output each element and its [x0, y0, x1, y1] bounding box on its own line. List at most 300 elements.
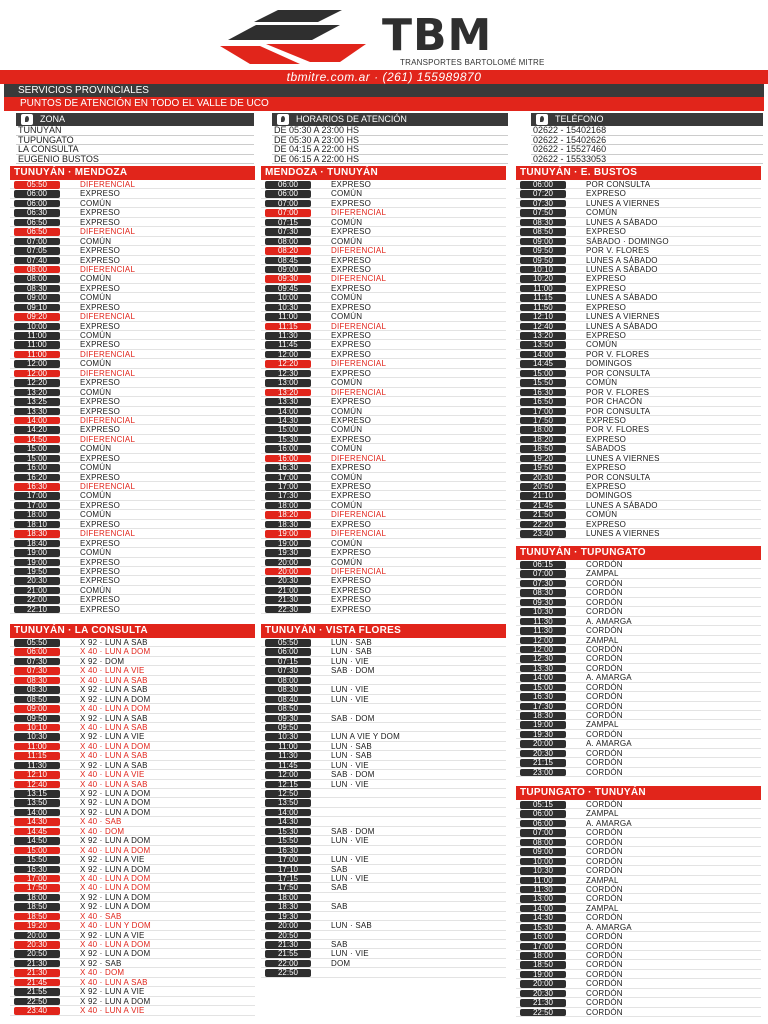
services-label: SERVICIOS PROVINCIALES	[4, 84, 764, 97]
schedule-row	[10, 798, 255, 807]
schedule-row	[10, 968, 255, 977]
schedule-row	[261, 558, 506, 567]
departure-time: 16:30	[520, 389, 566, 397]
departure-time: 19:50	[14, 568, 60, 576]
service-type: EXPRESO	[331, 198, 372, 208]
departure-time: 05:50	[14, 639, 60, 647]
service-type: X 40 · LUN Y DOM	[80, 921, 151, 931]
departure-time: 10:00	[265, 294, 311, 302]
schedule-row	[10, 586, 255, 595]
schedule-row	[261, 912, 506, 921]
schedule-row	[261, 359, 506, 368]
service-type: LUNES A SÁBADO	[586, 293, 658, 303]
service-type: X 40 · LUN A SAB	[80, 675, 148, 685]
departure-time: 18:50	[520, 961, 566, 969]
schedule-row	[10, 751, 255, 760]
departure-time: 18:00	[14, 511, 60, 519]
departure-time: 07:30	[14, 658, 60, 666]
departure-time: 07:00	[520, 829, 566, 837]
departure-time: 16:00	[520, 933, 566, 941]
service-type: X 40 · LUN A DOM	[80, 704, 151, 714]
schedule-row	[10, 435, 255, 444]
schedule-row	[516, 923, 761, 932]
departure-time: 21:55	[14, 988, 60, 996]
departure-time: 07:00	[520, 570, 566, 578]
service-type: EXPRESO	[331, 491, 372, 501]
departure-time: 21:45	[520, 502, 566, 510]
departure-time: 14:00	[14, 809, 60, 817]
service-type: CORDÓN	[586, 951, 623, 960]
schedule-row	[261, 444, 506, 453]
schedule-row	[516, 749, 761, 758]
service-type: EXPRESO	[331, 576, 372, 586]
schedule-row	[10, 397, 255, 406]
departure-time: 14:30	[14, 818, 60, 826]
departure-time: 17:30	[265, 492, 311, 500]
schedule-title: TUNUYÁN · LA CONSULTA	[10, 624, 255, 638]
schedule-row	[10, 482, 255, 491]
schedule-row	[516, 904, 761, 913]
departure-time: 12:00	[520, 637, 566, 645]
departure-time: 13:50	[520, 341, 566, 349]
service-type: COMÚN	[331, 406, 363, 416]
departure-time: 14:00	[520, 351, 566, 359]
service-type: EXPRESO	[80, 519, 121, 529]
departure-time: 21:45	[14, 979, 60, 987]
departure-time: 20:00	[14, 932, 60, 940]
service-type: EXPRESO	[586, 463, 627, 473]
service-type: X 40 · LUN A VIE	[80, 1006, 145, 1016]
schedule-row	[10, 704, 255, 713]
service-type: X 92 · LUN A SAB	[80, 713, 148, 723]
schedule-row	[10, 657, 255, 666]
service-type: X 92 · LUN A DOM	[80, 949, 151, 959]
service-type: CORDÓN	[586, 626, 623, 636]
service-type: LUN · VIE	[331, 873, 369, 883]
service-type: SAB · DOM	[331, 666, 375, 676]
departure-time: 09:00	[265, 266, 311, 274]
schedule-row	[10, 388, 255, 397]
departure-time: 14:00	[265, 809, 311, 817]
service-type: COMÚN	[80, 510, 112, 520]
service-type: X 40 · DOM	[80, 826, 125, 836]
schedule-row	[261, 237, 506, 246]
service-type: COMÚN	[586, 208, 618, 218]
schedule-row	[516, 388, 761, 397]
departure-time: 21:15	[520, 759, 566, 767]
departure-time: 13:00	[265, 379, 311, 387]
schedule-row	[516, 998, 761, 1007]
service-type: CORDÓN	[586, 800, 623, 809]
departure-time: 10:30	[265, 733, 311, 741]
departure-time: 15:00	[14, 445, 60, 453]
departure-time: 07:30	[14, 667, 60, 675]
service-type: CORDÓN	[586, 597, 623, 607]
service-type: DIFERENCIAL	[331, 387, 387, 397]
service-type: LUN · VIE	[331, 855, 369, 865]
schedule-row	[261, 350, 506, 359]
departure-time: 12:00	[265, 351, 311, 359]
departure-time: 17:50	[14, 884, 60, 892]
schedule-row	[261, 761, 506, 770]
service-type: COMÚN	[331, 217, 363, 227]
schedule-row	[10, 638, 255, 647]
service-type: CORDÓN	[586, 758, 623, 768]
service-type: X 92 · LUN A DOM	[80, 789, 151, 798]
schedule-row	[516, 951, 761, 960]
service-type: POR CONSULTA	[586, 406, 651, 416]
departure-time: 15:00	[14, 455, 60, 463]
departure-time: 18:00	[520, 426, 566, 434]
departure-time: 07:15	[265, 658, 311, 666]
schedule-row	[10, 949, 255, 958]
service-type: X 92 · LUN A VIE	[80, 930, 145, 940]
service-type: CORDÓN	[586, 748, 623, 758]
departure-time: 17:10	[265, 866, 311, 874]
service-type: COMÚN	[80, 463, 112, 473]
service-type: DIFERENCIAL	[331, 246, 387, 256]
departure-time: 16:30	[14, 866, 60, 874]
service-type: EXPRESO	[586, 283, 627, 293]
schedule-row	[10, 742, 255, 751]
service-type: X 40 · LUN A DOM	[80, 845, 151, 855]
service-type: X 40 · LUN A SAB	[80, 722, 148, 732]
service-type: EXPRESO	[331, 519, 372, 529]
departure-time: 12:00	[14, 370, 60, 378]
schedule-row	[261, 732, 506, 741]
departure-time: 10:30	[265, 304, 311, 312]
departure-time: 06:00	[14, 190, 60, 198]
service-type: X 92 · LUN A DOM	[80, 807, 151, 817]
service-type: A. AMARGA	[586, 922, 632, 932]
schedule-row	[261, 940, 506, 949]
departure-time: 10:10	[14, 724, 60, 732]
schedule-row	[516, 340, 761, 349]
departure-time: 06:00	[265, 648, 311, 656]
departure-time: 18:40	[14, 540, 60, 548]
schedule-row	[516, 838, 761, 847]
departure-time: 21:30	[265, 596, 311, 604]
service-type: EXPRESO	[331, 368, 372, 378]
schedule-row	[516, 720, 761, 729]
service-type: CORDÓN	[586, 856, 623, 866]
schedule-row	[516, 560, 761, 569]
schedule-row	[10, 199, 255, 208]
schedule-row	[516, 579, 761, 588]
hours-item: DE 06:15 A 22:00 HS	[272, 155, 508, 165]
service-type: CORDÓN	[586, 884, 623, 894]
schedule-row	[261, 874, 506, 883]
departure-time: 20:00	[520, 740, 566, 748]
schedule-row	[516, 369, 761, 378]
service-type: SAB	[331, 940, 348, 949]
schedule-row	[10, 808, 255, 817]
departure-time: 17:00	[520, 408, 566, 416]
schedule-row	[10, 987, 255, 996]
departure-time: 18:20	[265, 511, 311, 519]
service-type: EXPRESO	[80, 557, 121, 567]
schedule-row	[516, 529, 761, 538]
schedule-row	[10, 501, 255, 510]
service-type: COMÚN	[80, 331, 112, 340]
schedule-row	[261, 548, 506, 557]
service-type: SAB · DOM	[331, 826, 375, 836]
service-type: COMÚN	[80, 387, 112, 397]
departure-time: 08:30	[14, 686, 60, 694]
departure-time: 12:10	[520, 313, 566, 321]
departure-time: 10:00	[14, 323, 60, 331]
departure-time: 18:50	[520, 445, 566, 453]
schedule-row	[516, 265, 761, 274]
schedule-row	[261, 539, 506, 548]
schedule-row	[10, 208, 255, 217]
schedule-row	[516, 1008, 761, 1017]
service-type: DIFERENCIAL	[80, 415, 136, 425]
schedule-row	[261, 473, 506, 482]
service-type: SAB	[331, 864, 348, 874]
service-type: LUNES A SÁBADO	[586, 264, 658, 274]
schedule-row	[516, 359, 761, 368]
service-type: X 40 · LUN A SAB	[80, 977, 148, 987]
departure-time: 11:15	[265, 323, 311, 331]
service-type: CORDÓN	[586, 913, 623, 923]
schedule-row	[10, 714, 255, 723]
schedule-row	[261, 576, 506, 585]
schedule-row	[10, 256, 255, 265]
schedule-row	[516, 425, 761, 434]
service-type: COMÚN	[80, 236, 112, 246]
service-type: LUNES A SÁBADO	[586, 217, 658, 227]
schedule-row	[261, 751, 506, 760]
schedule-row	[516, 293, 761, 302]
service-type: X 92 · LUN A DOM	[80, 798, 151, 808]
schedule-row	[261, 284, 506, 293]
service-type: DIFERENCIAL	[80, 180, 136, 189]
departure-time: 13:00	[520, 895, 566, 903]
service-type: X 40 · LUN A DOM	[80, 647, 151, 657]
service-type: LUN · VIE	[331, 694, 369, 704]
departure-time: 11:30	[520, 618, 566, 626]
schedule-row	[516, 473, 761, 482]
departure-time: 08:00	[14, 275, 60, 283]
zona-label: ZONA	[40, 114, 66, 124]
schedule-row	[516, 866, 761, 875]
departure-time: 17:30	[520, 703, 566, 711]
schedule-row	[516, 664, 761, 673]
clock-icon	[277, 114, 289, 125]
departure-time: 07:20	[520, 190, 566, 198]
schedule-row	[516, 501, 761, 510]
schedule-row	[10, 473, 255, 482]
schedule-row	[10, 997, 255, 1006]
schedule-row	[516, 350, 761, 359]
departure-time: 19:20	[520, 455, 566, 463]
schedule-row	[10, 425, 255, 434]
service-type: COMÚN	[331, 425, 363, 435]
departure-time: 08:00	[265, 677, 311, 685]
schedule-row	[10, 189, 255, 198]
service-type: EXPRESO	[80, 378, 121, 388]
service-type: POR CHACÓN	[586, 397, 643, 407]
schedule-row	[261, 846, 506, 855]
service-type: DIFERENCIAL	[331, 359, 387, 369]
departure-time: 07:30	[520, 200, 566, 208]
departure-time: 13:50	[265, 799, 311, 807]
schedule-row	[10, 218, 255, 227]
departure-time: 15:30	[520, 924, 566, 932]
schedule-row	[516, 208, 761, 217]
schedule-row	[261, 595, 506, 604]
service-type: CORDÓN	[586, 828, 623, 838]
departure-time: 09:50	[265, 724, 311, 732]
schedule-row	[516, 932, 761, 941]
departure-time: 06:00	[265, 181, 311, 189]
service-type: X 40 · DOM	[80, 968, 125, 978]
departure-time: 19:00	[520, 971, 566, 979]
service-type: EXPRESO	[586, 434, 627, 444]
schedule-row	[10, 685, 255, 694]
service-type: POR CONSULTA	[586, 180, 651, 189]
service-type: LUNES A VIERNES	[586, 453, 660, 463]
departure-time: 11:30	[520, 886, 566, 894]
schedule-row	[10, 676, 255, 685]
schedule-row	[10, 780, 255, 789]
departure-time: 15:30	[265, 828, 311, 836]
service-type: CORDÓN	[586, 701, 623, 711]
schedule-row	[261, 638, 506, 647]
departure-time: 05:50	[14, 181, 60, 189]
service-type: CORDÓN	[586, 837, 623, 847]
schedule-row	[10, 605, 255, 614]
departure-time: 15:50	[14, 856, 60, 864]
departure-time: 20:00	[265, 568, 311, 576]
schedule-row	[516, 617, 761, 626]
service-type: EXPRESO	[80, 406, 121, 416]
departure-time: 08:50	[520, 228, 566, 236]
departure-time: 20:50	[520, 483, 566, 491]
departure-time: 09:50	[14, 715, 60, 723]
departure-time: 10:30	[520, 867, 566, 875]
departure-time: 11:00	[520, 877, 566, 885]
departure-time: 14:20	[14, 426, 60, 434]
schedule-row	[10, 416, 255, 425]
departure-time: 07:30	[520, 580, 566, 588]
departure-time: 08:30	[14, 677, 60, 685]
service-type: POR V. FLORES	[586, 387, 650, 397]
service-type: EXPRESO	[80, 208, 121, 218]
schedule-row	[516, 645, 761, 654]
schedule-row	[516, 274, 761, 283]
departure-time: 17:00	[265, 856, 311, 864]
attention-points-label: PUNTOS DE ATENCIÓN EN TODO EL VALLE DE UCO	[4, 97, 764, 111]
departure-time: 14:00	[14, 417, 60, 425]
schedule-row	[261, 303, 506, 312]
schedule-row	[261, 520, 506, 529]
schedule-row	[516, 894, 761, 903]
schedule-row	[261, 855, 506, 864]
service-type: COMÚN	[80, 293, 112, 303]
departure-time: 15:00	[265, 426, 311, 434]
schedule-tupungato-tunuyan	[516, 786, 761, 1017]
departure-time: 16:50	[520, 398, 566, 406]
location-pin-icon	[21, 114, 33, 125]
schedule-row	[10, 978, 255, 987]
schedule-row	[10, 874, 255, 883]
service-type: X 92 · LUN A DOM	[80, 864, 151, 874]
schedule-row	[10, 529, 255, 538]
schedule-row	[516, 768, 761, 777]
service-type: EXPRESO	[586, 415, 627, 425]
schedule-row	[261, 780, 506, 789]
departure-time: 06:00	[14, 200, 60, 208]
service-type: EXPRESO	[331, 180, 372, 189]
departure-time: 22:30	[265, 606, 311, 614]
departure-time: 15:00	[520, 370, 566, 378]
service-type: DIFERENCIAL	[331, 321, 387, 331]
schedule-row	[10, 576, 255, 585]
service-type: CORDÓN	[586, 960, 623, 970]
service-type: EXPRESO	[331, 604, 372, 614]
departure-time: 11:15	[520, 294, 566, 302]
schedule-row	[10, 293, 255, 302]
service-type: X 40 · LUN A VIE	[80, 666, 145, 676]
service-type: CORDÓN	[586, 692, 623, 702]
schedule-row	[261, 454, 506, 463]
departure-time: 12:40	[14, 781, 60, 789]
departure-time: 17:50	[520, 417, 566, 425]
service-type: CORDÓN	[586, 729, 623, 739]
schedule-row	[261, 586, 506, 595]
departure-time: 12:00	[14, 360, 60, 368]
brand-name: TBM	[382, 10, 493, 61]
departure-time: 12:30	[520, 655, 566, 663]
schedule-row	[261, 789, 506, 798]
schedule-tunuyan-tupungato	[516, 546, 761, 777]
departure-time: 16:30	[520, 693, 566, 701]
schedule-row	[10, 893, 255, 902]
service-type: EXPRESO	[586, 189, 627, 199]
departure-time: 13:20	[520, 332, 566, 340]
schedule-row	[516, 636, 761, 645]
service-type: CORDÓN	[586, 644, 623, 654]
schedule-row	[10, 246, 255, 255]
departure-time: 09:30	[265, 715, 311, 723]
service-type: LUN · VIE	[331, 949, 369, 959]
departure-time: 17:00	[265, 483, 311, 491]
schedule-row	[10, 237, 255, 246]
service-type: LUNES A SÁBADO	[586, 255, 658, 265]
service-type: COMÚN	[331, 557, 363, 567]
schedule-row	[10, 865, 255, 874]
schedule-row	[10, 520, 255, 529]
schedule-row	[516, 331, 761, 340]
service-type: POR V. FLORES	[586, 246, 650, 256]
schedule-row	[516, 416, 761, 425]
service-type: SAB · DOM	[331, 713, 375, 723]
service-type: DOMINGOS	[586, 359, 633, 369]
schedule-row	[516, 607, 761, 616]
service-type: EXPRESO	[80, 255, 121, 265]
departure-time: 19:30	[265, 549, 311, 557]
service-type: X 40 · LUN A DOM	[80, 883, 151, 893]
schedule-row	[516, 491, 761, 500]
service-type: EXPRESO	[586, 302, 627, 312]
service-type: CORDÓN	[586, 767, 623, 777]
service-type: CORDÓN	[586, 894, 623, 904]
service-type: EXPRESO	[331, 415, 372, 425]
schedule-row	[516, 876, 761, 885]
departure-time: 06:00	[520, 810, 566, 818]
